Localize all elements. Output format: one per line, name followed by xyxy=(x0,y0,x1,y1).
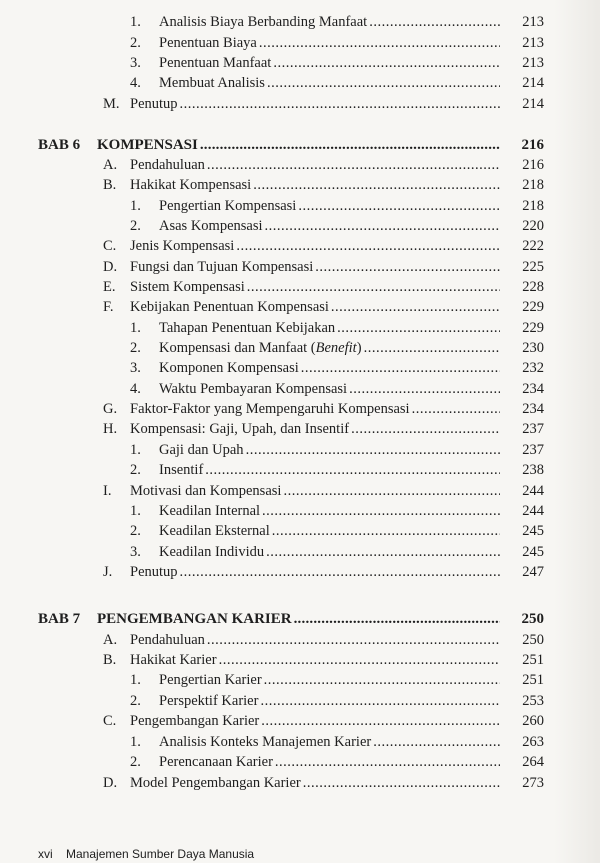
toc-entry-row xyxy=(0,338,600,358)
toc-marker: A. xyxy=(103,632,118,648)
toc-entry-row xyxy=(0,155,600,175)
page-footer xyxy=(38,846,254,862)
toc-dot-leader xyxy=(351,419,500,439)
toc-entry-row xyxy=(0,650,600,670)
toc-title: Sistem Kompensasi xyxy=(130,279,245,295)
toc-marker: C. xyxy=(103,238,117,254)
toc-marker: 3. xyxy=(130,544,141,560)
toc-entry-row xyxy=(0,630,600,650)
toc-marker: 1. xyxy=(130,442,141,458)
toc-title: Kompensasi: Gaji, Upah, dan Insentif xyxy=(130,421,350,437)
toc-dot-leader xyxy=(236,236,500,256)
toc-dot-leader xyxy=(301,358,500,378)
toc-dot-leader xyxy=(266,542,500,562)
toc-marker: D. xyxy=(103,775,118,791)
toc-title: Penutup xyxy=(130,96,178,112)
toc-dot-leader xyxy=(373,732,500,752)
toc-page-number: 244 xyxy=(522,503,544,519)
toc-marker: 1. xyxy=(130,198,141,214)
toc-page-number: 225 xyxy=(522,259,544,275)
toc-page-number: 244 xyxy=(522,483,544,499)
toc-title: Motivasi dan Kompensasi xyxy=(130,483,282,499)
toc-dot-leader xyxy=(303,773,500,793)
toc-dot-leader xyxy=(260,691,500,711)
toc-dot-leader xyxy=(205,460,500,480)
toc-page-number: 245 xyxy=(522,523,544,539)
toc-title: Asas Kompensasi xyxy=(159,218,263,234)
toc-title: Pengembangan Karier xyxy=(130,713,260,729)
footer-page-number: xvi xyxy=(38,847,53,861)
toc-page-number: 251 xyxy=(522,672,544,688)
toc-dot-leader xyxy=(261,711,500,731)
toc-dot-leader xyxy=(207,630,500,650)
toc-dot-leader xyxy=(331,297,500,317)
toc-entry-row xyxy=(0,358,600,378)
toc-title: Hakikat Kompensasi xyxy=(130,177,252,193)
toc-page-number: 247 xyxy=(522,564,544,580)
toc-marker: E. xyxy=(103,279,116,295)
toc-title: Pendahuluan xyxy=(130,632,205,648)
toc-page-number: 222 xyxy=(522,238,544,254)
toc-marker: 2. xyxy=(130,218,141,234)
toc-dot-leader xyxy=(298,196,500,216)
toc-marker: 1. xyxy=(130,734,141,750)
toc-entry-row xyxy=(0,460,600,480)
footer-book-title: Manajemen Sumber Daya Manusia xyxy=(66,847,255,861)
toc-dot-leader xyxy=(265,216,500,236)
toc-entry-row xyxy=(0,691,600,711)
toc-dot-leader xyxy=(200,135,500,155)
toc-entry-row xyxy=(0,419,600,439)
toc-entry-row xyxy=(0,773,600,793)
toc-entry-row xyxy=(0,196,600,216)
toc-title: Hakikat Karier xyxy=(130,652,217,668)
toc-title: Tahapan Penentuan Kebijakan xyxy=(159,320,336,336)
toc-marker: 1. xyxy=(130,672,141,688)
toc-title: Keadilan Internal xyxy=(159,503,261,519)
toc-title: Faktor-Faktor yang Mempengaruhi Kompensasi xyxy=(130,401,410,417)
toc-entry-row xyxy=(0,399,600,419)
toc-page-number: 218 xyxy=(522,198,544,214)
toc-dot-leader xyxy=(412,399,500,419)
toc-entry-row xyxy=(0,175,600,195)
toc-entry-row xyxy=(0,562,600,582)
toc-dot-leader xyxy=(264,670,500,690)
toc-entry-row xyxy=(0,318,600,338)
toc-page-number: 229 xyxy=(522,320,544,336)
toc-marker: B. xyxy=(103,177,117,193)
toc-title: Model Pengembangan Karier xyxy=(130,775,301,791)
toc-page-number: 237 xyxy=(522,421,544,437)
toc-dot-leader xyxy=(262,501,500,521)
toc-marker: 2. xyxy=(130,340,141,356)
toc-marker: 2. xyxy=(130,462,141,478)
toc-page-number: 234 xyxy=(522,381,544,397)
toc-page-number: 264 xyxy=(522,754,544,770)
toc-entry-row xyxy=(0,277,600,297)
toc-page-number: 263 xyxy=(522,734,544,750)
toc-dot-leader xyxy=(315,257,500,277)
toc-page-number: 250 xyxy=(522,632,544,648)
toc-marker: M. xyxy=(103,96,120,112)
toc-marker: 1. xyxy=(130,503,141,519)
toc-page-number: 234 xyxy=(522,401,544,417)
toc-marker: 2. xyxy=(130,754,141,770)
toc-title: Insentif xyxy=(159,462,204,478)
toc-dot-leader xyxy=(369,12,500,32)
toc-title: Gaji dan Upah xyxy=(159,442,244,458)
toc-entry-row xyxy=(0,732,600,752)
toc-marker: 3. xyxy=(130,360,141,376)
toc-page-number: 230 xyxy=(522,340,544,356)
toc-entry-row xyxy=(0,297,600,317)
toc-title: Perspektif Karier xyxy=(159,693,259,709)
toc-title: Waktu Pembayaran Kompensasi xyxy=(159,381,348,397)
toc-entry-row xyxy=(0,670,600,690)
toc-entry-row xyxy=(0,53,600,73)
toc-title: Komponen Kompensasi xyxy=(159,360,299,376)
toc-entry-row xyxy=(0,257,600,277)
toc-marker: 2. xyxy=(130,35,141,51)
toc-marker: J. xyxy=(103,564,113,580)
toc-marker: A. xyxy=(103,157,118,173)
toc-page-number: 245 xyxy=(522,544,544,560)
toc-marker: H. xyxy=(103,421,118,437)
toc-entry-row xyxy=(0,481,600,501)
toc-dot-leader xyxy=(294,609,500,629)
toc-dot-leader xyxy=(247,277,500,297)
toc-title: Penutup xyxy=(130,564,178,580)
toc-dot-leader xyxy=(349,379,500,399)
toc-dot-leader xyxy=(246,440,500,460)
toc-page-number: 237 xyxy=(522,442,544,458)
toc-dot-leader xyxy=(364,338,500,358)
toc-page-number: 228 xyxy=(522,279,544,295)
toc-entry-row xyxy=(0,94,600,114)
toc-marker: G. xyxy=(103,401,118,417)
toc-page-number: 214 xyxy=(522,75,544,91)
toc-page-number: 214 xyxy=(522,96,544,112)
toc-marker: 2. xyxy=(130,693,141,709)
toc-title: Fungsi dan Tujuan Kompensasi xyxy=(130,259,314,275)
toc-entry-row xyxy=(0,12,600,32)
toc-entry-row xyxy=(0,711,600,731)
toc-dot-leader xyxy=(337,318,500,338)
toc-marker: BAB 6 xyxy=(38,137,81,153)
toc-title: Membuat Analisis xyxy=(159,75,265,91)
toc-entry-row xyxy=(0,33,600,53)
toc-marker: 4. xyxy=(130,381,141,397)
toc-title: Keadilan Eksternal xyxy=(159,523,270,539)
toc-title: Analisis Biaya Berbanding Manfaat xyxy=(159,14,368,30)
toc-dot-leader xyxy=(180,94,500,114)
toc-title: Pengertian Kompensasi xyxy=(159,198,297,214)
toc-dot-leader xyxy=(259,33,500,53)
toc-page-number: 253 xyxy=(522,693,544,709)
toc-title: Analisis Konteks Manajemen Karier xyxy=(159,734,372,750)
toc-marker: 2. xyxy=(130,523,141,539)
toc-entry-row xyxy=(0,501,600,521)
toc-page-number: 213 xyxy=(522,14,544,30)
toc-marker: D. xyxy=(103,259,118,275)
toc-entry-row xyxy=(0,521,600,541)
toc-dot-leader xyxy=(275,752,500,772)
toc-entry-row xyxy=(0,236,600,256)
toc-title: Kebijakan Penentuan Kompensasi xyxy=(130,299,329,315)
toc-page-number: 250 xyxy=(521,611,544,627)
toc-marker: F. xyxy=(103,299,114,315)
toc-page-number: 218 xyxy=(522,177,544,193)
toc-marker: B. xyxy=(103,652,117,668)
toc-dot-leader xyxy=(180,562,500,582)
toc-dot-leader xyxy=(253,175,500,195)
toc-title: Penentuan Manfaat xyxy=(159,55,272,71)
toc-page-number: 238 xyxy=(522,462,544,478)
toc-dot-leader xyxy=(283,481,500,501)
toc-marker: 1. xyxy=(130,320,141,336)
toc-title: Keadilan Individu xyxy=(159,544,265,560)
toc-title: KOMPENSASI xyxy=(97,137,198,153)
toc-entry-row xyxy=(0,542,600,562)
toc-title: PENGEMBANGAN KARIER xyxy=(97,611,292,627)
toc-page-number: 216 xyxy=(522,157,544,173)
toc-page-number: 216 xyxy=(521,137,544,153)
toc-marker: 1. xyxy=(130,14,141,30)
toc-entry-row xyxy=(0,73,600,93)
toc-title: Pendahuluan xyxy=(130,157,205,173)
toc-title: Jenis Kompensasi xyxy=(130,238,235,254)
toc-dot-leader xyxy=(272,521,500,541)
toc-page-number: 229 xyxy=(522,299,544,315)
toc-entry-row xyxy=(0,216,600,236)
toc-chapter-row xyxy=(0,609,600,629)
toc-page-number: 251 xyxy=(522,652,544,668)
toc-marker: I. xyxy=(103,483,112,499)
toc-page-number: 213 xyxy=(522,55,544,71)
toc-page-number: 213 xyxy=(522,35,544,51)
toc-dot-leader xyxy=(219,650,500,670)
toc-title: Perencanaan Karier xyxy=(159,754,273,770)
toc-entry-row xyxy=(0,752,600,772)
toc-title: Penentuan Biaya xyxy=(159,35,257,51)
toc-marker: 3. xyxy=(130,55,141,71)
toc-entry-row xyxy=(0,379,600,399)
toc-title: Pengertian Karier xyxy=(159,672,262,688)
toc-marker: C. xyxy=(103,713,117,729)
toc-dot-leader xyxy=(267,73,500,93)
toc-page-number: 232 xyxy=(522,360,544,376)
toc-dot-leader xyxy=(207,155,500,175)
toc-chapter-row xyxy=(0,135,600,155)
toc-dot-leader xyxy=(273,53,500,73)
toc-marker: 4. xyxy=(130,75,141,91)
toc-page-number: 260 xyxy=(522,713,544,729)
toc-title: Kompensasi dan Manfaat (Benefit) xyxy=(159,340,362,356)
toc-page-number: 273 xyxy=(522,775,544,791)
toc-marker: BAB 7 xyxy=(38,611,81,627)
toc-page-number: 220 xyxy=(522,218,544,234)
toc-entry-row xyxy=(0,440,600,460)
